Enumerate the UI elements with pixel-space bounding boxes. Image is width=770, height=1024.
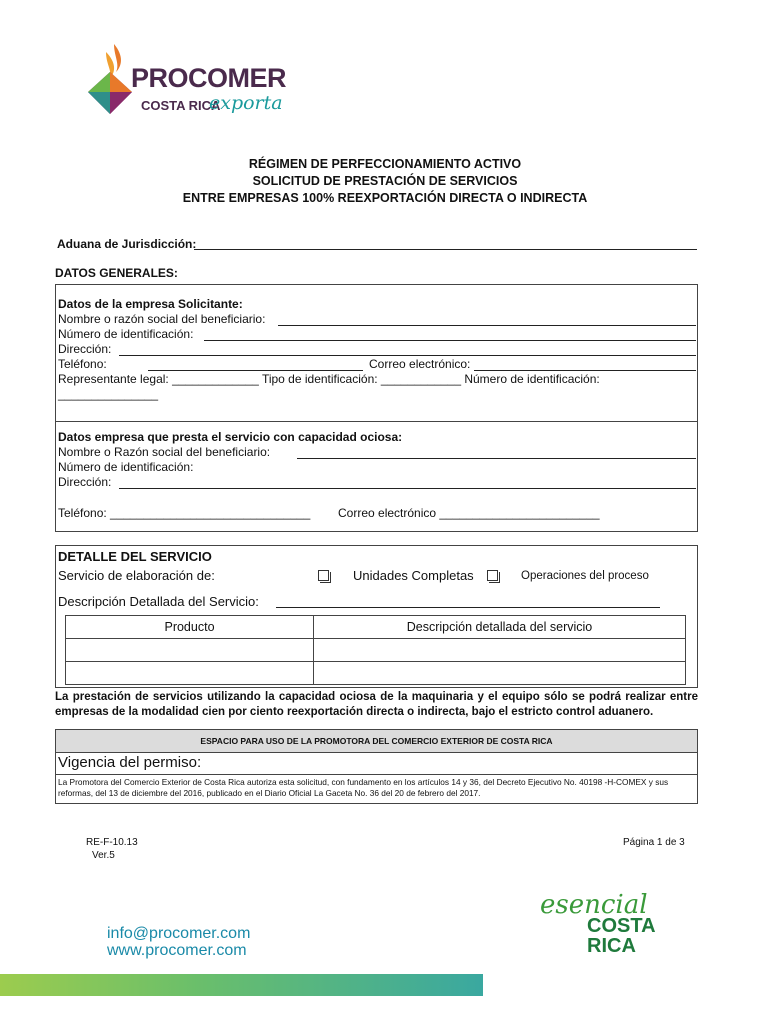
servicio-table (65, 615, 686, 685)
title-line-1: RÉGIMEN DE PERFECCIONAMIENTO ACTIVO (248, 157, 522, 171)
aduana-label: Aduana de Jurisdicción: (57, 237, 197, 251)
aduana-field[interactable] (194, 249, 697, 250)
solicitante-telefono-field[interactable] (148, 370, 363, 371)
descripcion-label: Descripción Detallada del Servicio: (58, 594, 259, 609)
column-header-descripcion: Descripción detallada del servicio (314, 616, 686, 639)
table-row (66, 662, 686, 685)
solicitante-nombre-label: Nombre o razón social del beneficiario: (58, 312, 266, 326)
brand-sub: COSTA RICA (141, 98, 221, 113)
promotora-heading: ESPACIO PARA USO DE LA PROMOTORA DEL COMERCIO EXTERIOR DE COSTA RICA (200, 736, 553, 746)
procomer-logo-icon (86, 42, 136, 124)
solicitante-numero-label: Número de identificación: (58, 327, 194, 341)
table-header-row (66, 616, 686, 639)
solicitante-blank-line: _______________ (58, 387, 159, 401)
table-cell[interactable] (66, 639, 314, 662)
presta-direccion-field[interactable] (119, 488, 696, 489)
detalle-heading: DETALLE DEL SERVICIO (58, 549, 212, 564)
presta-heading: Datos empresa que presta el servicio con capacidad ociosa: (58, 430, 403, 444)
contact-email[interactable]: info@procomer.com (107, 925, 251, 942)
contact-web[interactable]: www.procomer.com (107, 942, 247, 959)
datos-generales-heading: DATOS GENERALES: (55, 266, 178, 280)
operaciones-proceso-checkbox[interactable] (487, 570, 498, 581)
form-version: Ver.5 (92, 850, 115, 861)
descripcion-field[interactable] (276, 607, 660, 608)
footer-contact (107, 925, 250, 959)
solicitante-nombre-field[interactable] (278, 325, 696, 326)
table-cell[interactable] (66, 662, 314, 685)
presta-numero-label: Número de identificación: (58, 460, 194, 474)
table-cell[interactable] (314, 639, 686, 662)
presta-telefono-label: Teléfono: ______________________________ (58, 506, 311, 520)
esencial-costa: COSTA (587, 915, 656, 937)
presta-correo-label: Correo electrónico ________________________ (338, 506, 600, 520)
nota-text: La prestación de servicios utilizando la capacidad ociosa de la maquinaria y el equipo sólo se podrá realizar entre empresas de la modalidad cien por ciento reexportación directa o indirecta, bajo el estricto control aduanero. (55, 691, 698, 718)
title-line-3: ENTRE EMPRESAS 100% REEXPORTACIÓN DIRECTA O INDIRECTA (182, 191, 588, 205)
unidades-completas-label: Unidades Completas (353, 568, 474, 583)
footer-color-band (0, 974, 483, 996)
operaciones-proceso-label: Operaciones del proceso (521, 570, 649, 582)
solicitante-direccion-label: Dirección: (58, 342, 112, 356)
presta-direccion-label: Dirección: (58, 475, 112, 489)
promotora-divider (56, 774, 697, 775)
solicitante-telefono-label: Teléfono: (58, 357, 107, 371)
promotora-texto: La Promotora del Comercio Exterior de Costa Rica autoriza esta solicitud, con fundamento en los artículos 14 y 36, del Decreto Ejecutivo No. 40198 -H-COMEX y sus reformas, del 13 de diciembre del 2016, publicado en el Diario Oficial La Gaceta No. 36 del 20 de febrero del 2017. (58, 777, 669, 798)
vigencia-label: Vigencia del permiso: (58, 754, 202, 771)
column-header-producto: Producto (66, 616, 314, 639)
solicitante-heading: Datos de la empresa Solicitante: (58, 297, 243, 311)
title-line-2: SOLICITUD DE PRESTACIÓN DE SERVICIOS (252, 174, 518, 188)
presta-nombre-field[interactable] (297, 458, 696, 459)
brand-name: PROCOMER (131, 63, 287, 93)
presta-nombre-label: Nombre o Razón social del beneficiario: (58, 445, 271, 459)
solicitante-direccion-field[interactable] (119, 355, 696, 356)
brand-tag: exporta (209, 92, 283, 114)
servicio-label: Servicio de elaboración de: (58, 568, 215, 583)
page-number: Página 1 de 3 (623, 837, 685, 848)
form-code: RE-F-10.13 (86, 837, 138, 848)
unidades-completas-checkbox[interactable] (318, 570, 329, 581)
solicitante-numero-field[interactable] (204, 340, 696, 341)
table-cell[interactable] (314, 662, 686, 685)
table-row (66, 639, 686, 662)
esencial-rica: RICA (587, 935, 636, 957)
solicitante-representante: Representante legal: _____________ Tipo de identificación: ____________ Número de identificación: (58, 372, 600, 386)
solicitante-correo-label: Correo electrónico: (369, 357, 471, 371)
esencial-logo (587, 916, 656, 956)
esencial-logo-text: esencial (540, 890, 648, 920)
solicitante-correo-field[interactable] (474, 370, 696, 371)
